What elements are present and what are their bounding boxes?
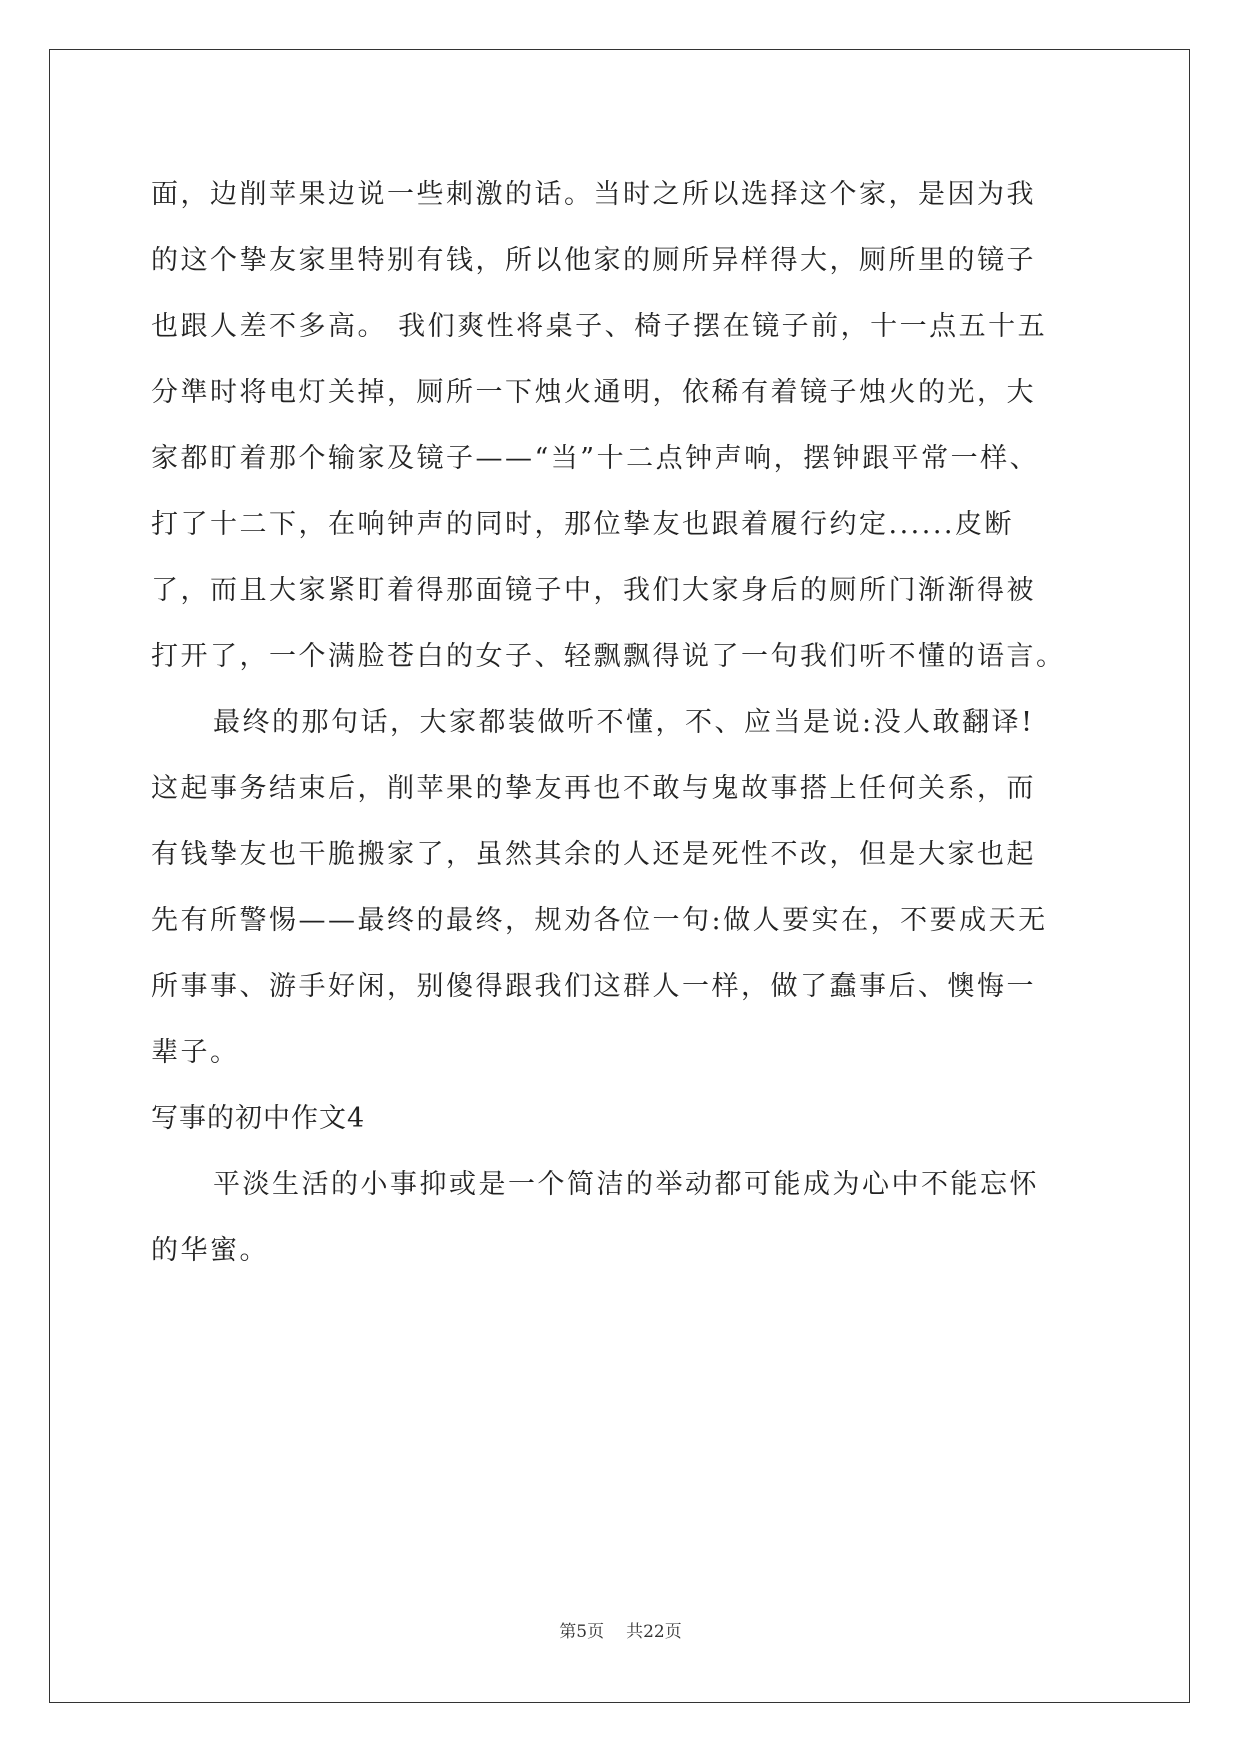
paragraph-start-line: 最终的那句话，大家都装做听不懂，不、应当是说:没人敢翻译! bbox=[213, 707, 1035, 738]
page-suffix: 页 bbox=[587, 1622, 605, 1642]
page-label: 第 bbox=[559, 1622, 577, 1642]
text-line: 的华蜜。 bbox=[151, 1235, 269, 1266]
text-line: 有钱挚友也干脆搬家了，虽然其余的人还是死性不改，但是大家也起 bbox=[151, 839, 1036, 870]
paragraph-start-line: 平淡生活的小事抑或是一个简洁的举动都可能成为心中不能忘怀 bbox=[213, 1169, 1039, 1200]
text-line: 分準时将电灯关掉，厕所一下烛火通明，依稀有着镜子烛火的光，大 bbox=[151, 377, 1036, 408]
page-total: 22 bbox=[643, 1622, 665, 1642]
text-line: 也跟人差不多高。 我们爽性将桌子、椅子摆在镜子前，十一点五十五 bbox=[151, 311, 1048, 342]
text-line: 了，而且大家紧盯着得那面镜子中，我们大家身后的厕所门渐渐得被 bbox=[151, 575, 1036, 606]
text-line: 的这个挚友家里特别有钱，所以他家的厕所异样得大，厕所里的镜子 bbox=[151, 245, 1036, 276]
total-suffix: 页 bbox=[664, 1622, 682, 1642]
text-line: 家都盯着那个输家及镜子——“当”十二点钟声响，摆钟跟平常一样、 bbox=[151, 443, 1040, 474]
text-line: 先有所警惕——最终的最终，规劝各位一句:做人要实在，不要成天无 bbox=[151, 905, 1048, 936]
total-label: 共 bbox=[626, 1622, 644, 1642]
text-line: 面，边削苹果边说一些刺激的话。当时之所以选择这个家，是因为我 bbox=[151, 179, 1036, 210]
text-line: 打了十二下，在响钟声的同时，那位挚友也跟着履行约定......皮断 bbox=[151, 509, 1014, 540]
page-number: 5 bbox=[576, 1622, 588, 1642]
text-line: 打开了，一个满脸苍白的女子、轻飘飘得说了一句我们听不懂的语言。 bbox=[151, 641, 1066, 672]
text-line: 这起事务结束后，削苹果的挚友再也不敢与鬼故事搭上任何关系，而 bbox=[151, 773, 1036, 804]
page-footer bbox=[0, 1620, 1241, 1644]
document-body bbox=[151, 162, 1091, 1284]
section-heading: 写事的初中作文4 bbox=[151, 1103, 366, 1134]
text-line: 辈子。 bbox=[151, 1037, 240, 1068]
text-line: 所事事、游手好闲，别傻得跟我们这群人一样，做了蠢事后、懊悔一 bbox=[151, 971, 1036, 1002]
